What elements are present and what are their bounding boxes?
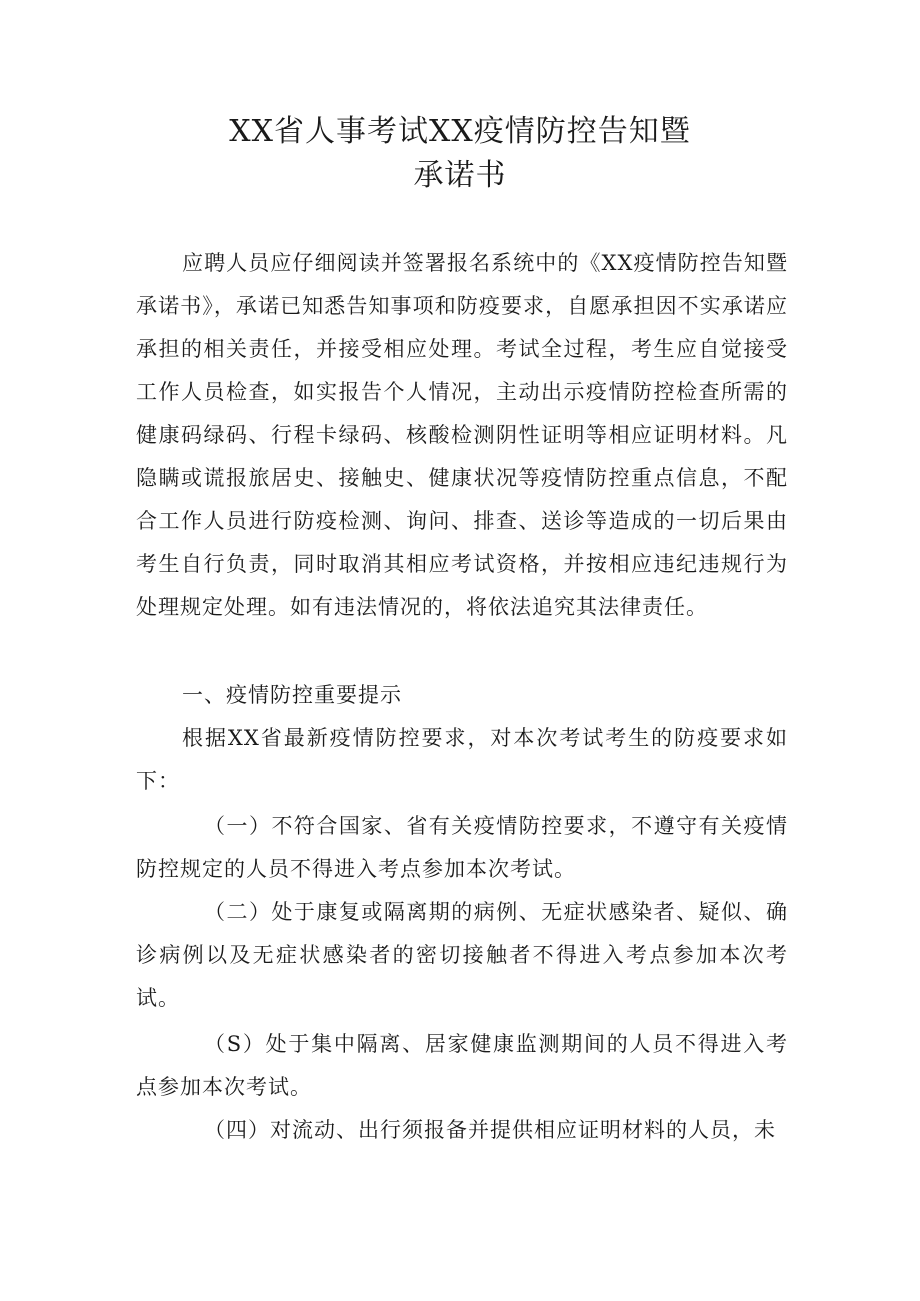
requirement-item-1: （一）不符合国家、省有关疫情防控要求，不遵守有关疫情防控规定的人员不得进入考点参加本次考试。 [136,814,788,881]
requirement-item-4: （四）对流动、出行须报备并提供相应证明材料的人员，未 [204,1118,776,1142]
section-heading: 一、疫情防控重要提示 [182,683,402,707]
requirement-item-3: （S）处于集中隔离、居家健康监测期间的人员不得进入考点参加本次考试。 [136,1032,788,1099]
intro-paragraph: 应聘人员应仔细阅读并签署报名系统中的《XX疫情防控告知暨承诺书》，承诺已知悉告知事项和防疫要求，自愿承担因不实承诺应承担的相关责任，并接受相应处理。考试全过程，考生应自觉接受工作人员检查，如实报告个人情况，主动出示疫情防控检查所需的健康码绿码、行程卡绿码、核酸检测阴性证明等相应证明材料。凡隐瞒或谎报旅居史、接触史、健康状况等疫情防控重点信息，不配合工作人员进行防疫检测、询问、排查、送诊等造成的一切后果由考生自行负责，同时取消其相应考试资格，并按相应违纪违规行为处理规定处理。如有违法情况的，将依法追究其法律责任。 [136,251,788,619]
document-title-line1: XX省人事考试XX疫情防控告知暨 [229,114,691,149]
document-title-line2: 承诺书 [413,158,507,193]
section-intro-paragraph: 根据XX省最新疫情防控要求，对本次考试考生的防疫要求如下： [136,726,788,793]
requirement-item-2: （二）处于康复或隔离期的病例、无症状感染者、疑似、确诊病例以及无症状感染者的密切接触者不得进入考点参加本次考试。 [136,900,788,1010]
